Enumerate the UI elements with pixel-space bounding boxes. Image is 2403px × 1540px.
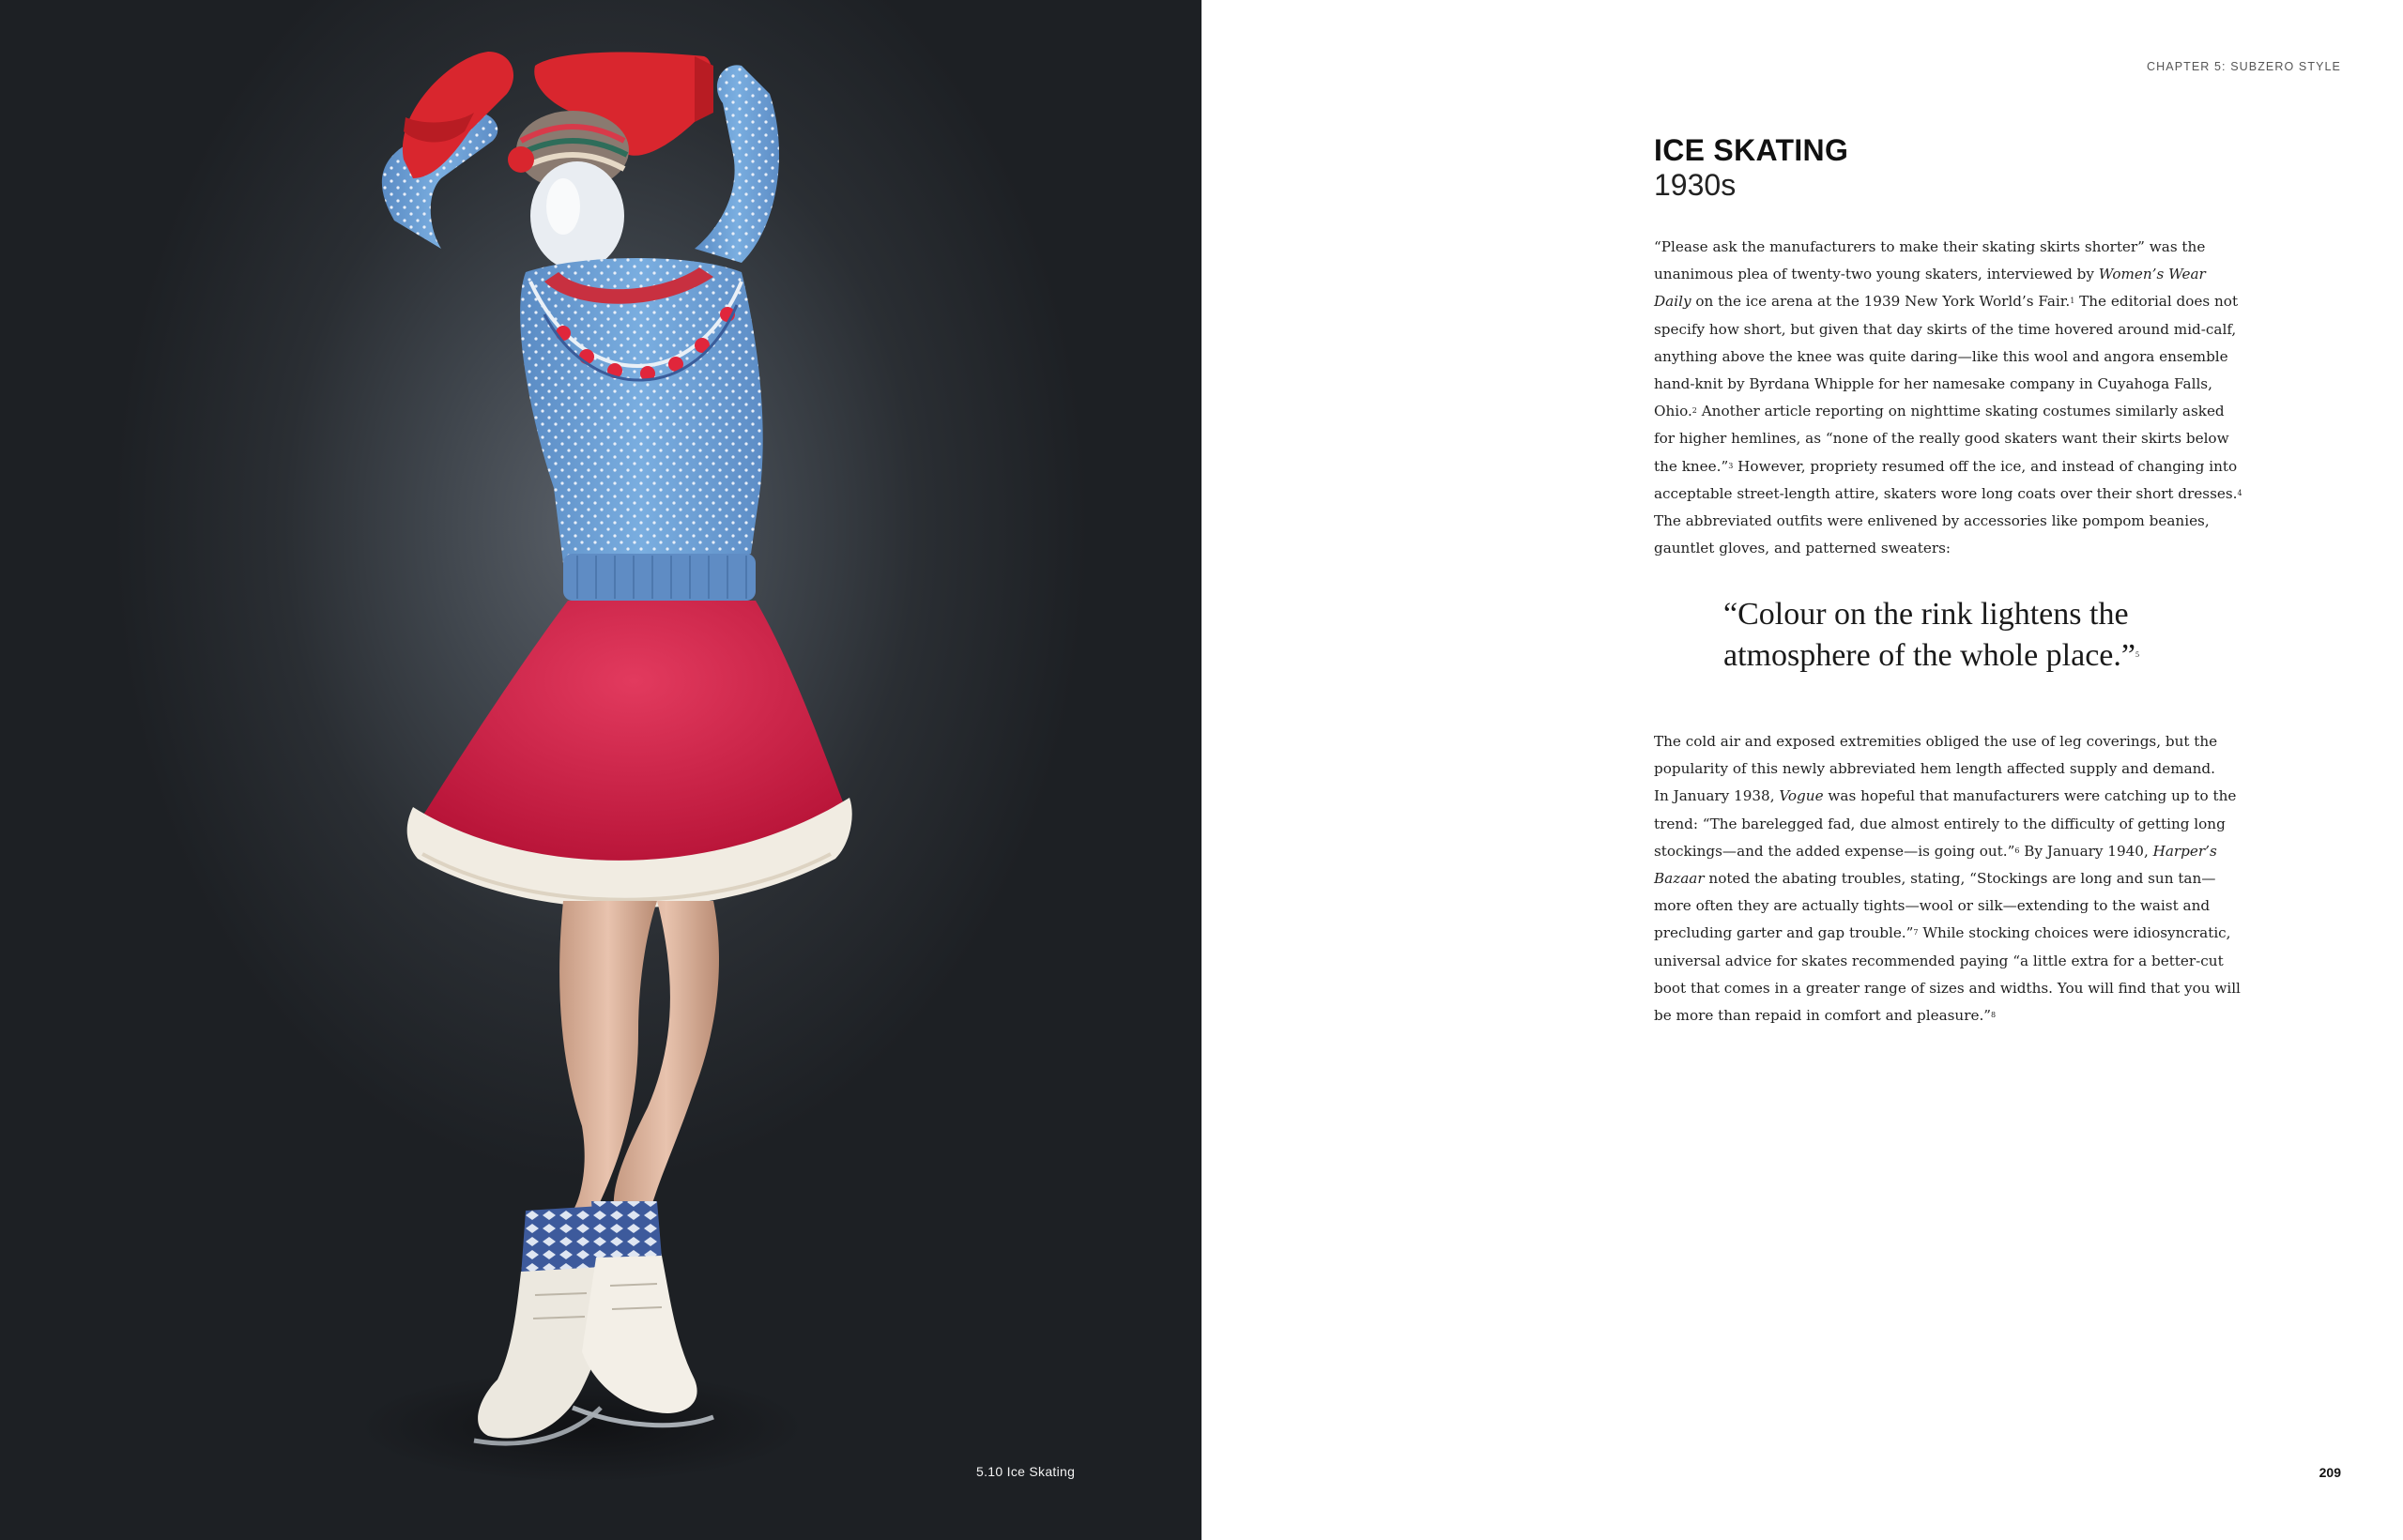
heading-block: [1654, 133, 2292, 203]
text-line: Daily on the ice arena at the 1939 New York World’s Fair.$^1$ The editorial does not: [1654, 293, 2239, 311]
pull-quote: [1723, 594, 2287, 677]
white-skate-right: [582, 1256, 697, 1413]
pompom: [508, 146, 534, 173]
text-line: hand-knit by Byrdana Whipple for her namesake company in Cuyahoga Falls,: [1654, 375, 2212, 393]
text-line: trend: “The barelegged fad, due almost entirely to the difficulty of getting long: [1654, 815, 2226, 832]
text-line: anything above the knee was quite daring—like this wool and angora ensemble: [1654, 347, 2228, 365]
footnote-ref: 3: [1728, 461, 1734, 470]
skate-blade-right: [573, 1408, 713, 1426]
text-line: “Please ask the manufacturers to make their skating skirts shorter” was the: [1654, 238, 2206, 255]
text-line: boot that comes in a greater range of sizes and widths. You will find that you will: [1654, 979, 2241, 997]
body-paragraph-1: [1654, 234, 2302, 562]
text-line: acceptable street-length attire, skaters wore long coats over their short dresses.$^4$: [1654, 484, 2242, 502]
publication-title: Harper’s: [2152, 842, 2217, 860]
pull-quote-line: atmosphere of the whole place.”$^5$: [1723, 638, 2139, 673]
text-line: unanimous plea of twenty-two young skaters, interviewed by Women’s Wear: [1654, 266, 2206, 283]
text-line: In January 1938, Vogue was hopeful that manufacturers were catching up to the: [1654, 787, 2237, 805]
text-line: The cold air and exposed extremities obliged the use of leg coverings, but the: [1654, 733, 2218, 750]
figure-caption: 5.10 Ice Skating: [976, 1464, 1076, 1479]
footnote-ref: 1: [2070, 297, 2075, 306]
pull-quote-line: “Colour on the rink lightens the: [1723, 597, 2129, 632]
footnote-ref: 7: [1913, 928, 1919, 938]
footnote-ref: 6: [2014, 846, 2020, 855]
text-line: be more than repaid in comfort and pleasure.”$^8$: [1654, 1007, 1997, 1025]
text-line: for higher hemlines, as “none of the really good skaters want their skirts below: [1654, 430, 2229, 448]
running-head: CHAPTER 5: SUBZERO STYLE: [2147, 60, 2341, 73]
footnote-ref: 5: [2135, 650, 2139, 659]
text-line: popularity of this newly abbreviated hem length affected supply and demand.: [1654, 760, 2215, 778]
text-line: The abbreviated outfits were enlivened by accessories like pompom beanies,: [1654, 512, 2210, 530]
text-line: gauntlet gloves, and patterned sweaters:: [1654, 540, 1951, 557]
text-line: Ohio.$^2$ Another article reporting on nighttime skating costumes similarly asked: [1654, 403, 2225, 420]
page-number: 209: [2319, 1465, 2341, 1480]
text-page: [1202, 0, 2403, 1540]
publication-title: Bazaar: [1654, 870, 1705, 888]
text-line: Bazaar noted the abating troubles, stating, “Stockings are long and sun tan—: [1654, 870, 2216, 888]
section-subtitle: 1930s: [1654, 168, 1737, 202]
footnote-ref: 8: [1991, 1011, 1997, 1020]
text-line: stockings—and the added expense—is going out.”$^6$ By January 1940, Harper’s: [1654, 842, 2217, 860]
footnote-ref: 2: [1691, 406, 1697, 416]
text-line: specify how short, but given that day skirts of the time hovered around mid-calf,: [1654, 320, 2237, 338]
footnote-ref: 4: [2237, 488, 2242, 497]
body-paragraph-2: [1654, 728, 2302, 1029]
red-flared-skirt: [422, 601, 845, 868]
patterned-sock-right: [591, 1201, 662, 1262]
text-line: more often they are actually tights—wool or silk—extending to the waist and: [1654, 897, 2211, 915]
publication-title: Daily: [1654, 293, 1691, 311]
section-title: ICE SKATING: [1654, 133, 1849, 167]
text-line: the knee.”$^3$ However, propriety resumed off the ice, and instead of changing into: [1654, 457, 2238, 475]
text-line: precluding garter and gap trouble.”$^7$ While stocking choices were idiosyncratic,: [1654, 924, 2231, 942]
publication-title: Women’s Wear: [2098, 266, 2206, 283]
text-line: universal advice for skates recommended paying “a little extra for a better-cut: [1654, 952, 2224, 969]
publication-title: Vogue: [1779, 787, 1824, 805]
